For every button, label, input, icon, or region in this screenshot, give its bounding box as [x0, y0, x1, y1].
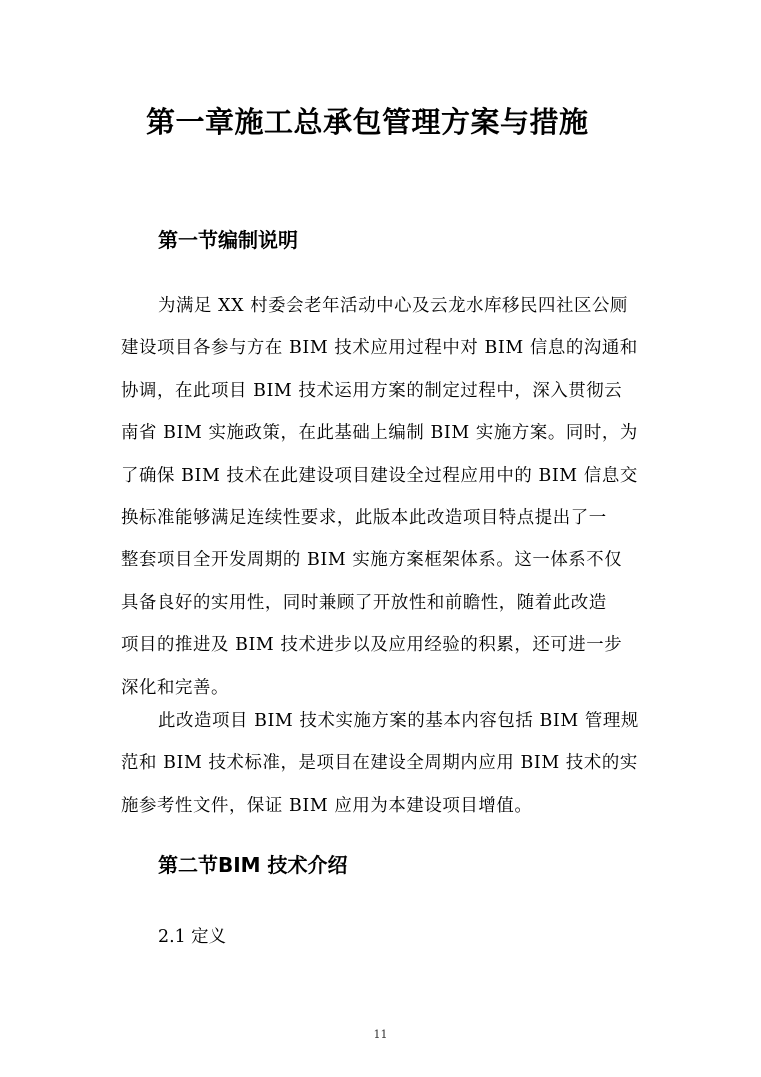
paragraph-line: 范和 BIM 技术标准，是项目在建设全周期内应用 BIM 技术的实	[121, 753, 638, 774]
paragraph-line: 项目的推进及 BIM 技术进步以及应用经验的积累，还可进一步	[121, 635, 623, 656]
section-heading-1: 第一节编制说明	[158, 228, 298, 252]
paragraph-line: 深化和完善。	[121, 677, 229, 698]
subsection-heading: 2.1 定义	[158, 927, 226, 947]
page-number: 11	[373, 1028, 388, 1041]
paragraph-line: 此改造项目 BIM 技术实施方案的基本内容包括 BIM 管理规	[158, 711, 639, 731]
paragraph-2	[121, 700, 641, 827]
paragraph-line: 为满足 XX 村委会老年活动中心及云龙水库移民四社区公厕	[158, 296, 628, 316]
paragraph-line: 具备良好的实用性，同时兼顾了开放性和前瞻性，随着此改造	[121, 592, 607, 613]
paragraph-1	[121, 285, 641, 709]
paragraph-line: 换标准能够满足连续性要求，此版本此改造项目特点提出了一	[121, 507, 607, 528]
paragraph-line: 施参考性文件，保证 BIM 应用为本建设项目增值。	[121, 795, 533, 816]
paragraph-line: 建设项目各参与方在 BIM 技术应用过程中对 BIM 信息的沟通和	[121, 338, 638, 359]
section-heading-2: 第二节BIM 技术介绍	[158, 853, 348, 877]
paragraph-line: 南省 BIM 实施政策，在此基础上编制 BIM 实施方案。同时，为	[121, 423, 638, 444]
paragraph-line: 协调，在此项目 BIM 技术运用方案的制定过程中，深入贯彻云	[121, 380, 623, 401]
paragraph-line: 整套项目全开发周期的 BIM 实施方案框架体系。这一体系不仅	[121, 550, 623, 571]
paragraph-line: 了确保 BIM 技术在此建设项目建设全过程应用中的 BIM 信息交	[121, 465, 638, 486]
chapter-title: 第一章施工总承包管理方案与措施	[146, 105, 589, 139]
